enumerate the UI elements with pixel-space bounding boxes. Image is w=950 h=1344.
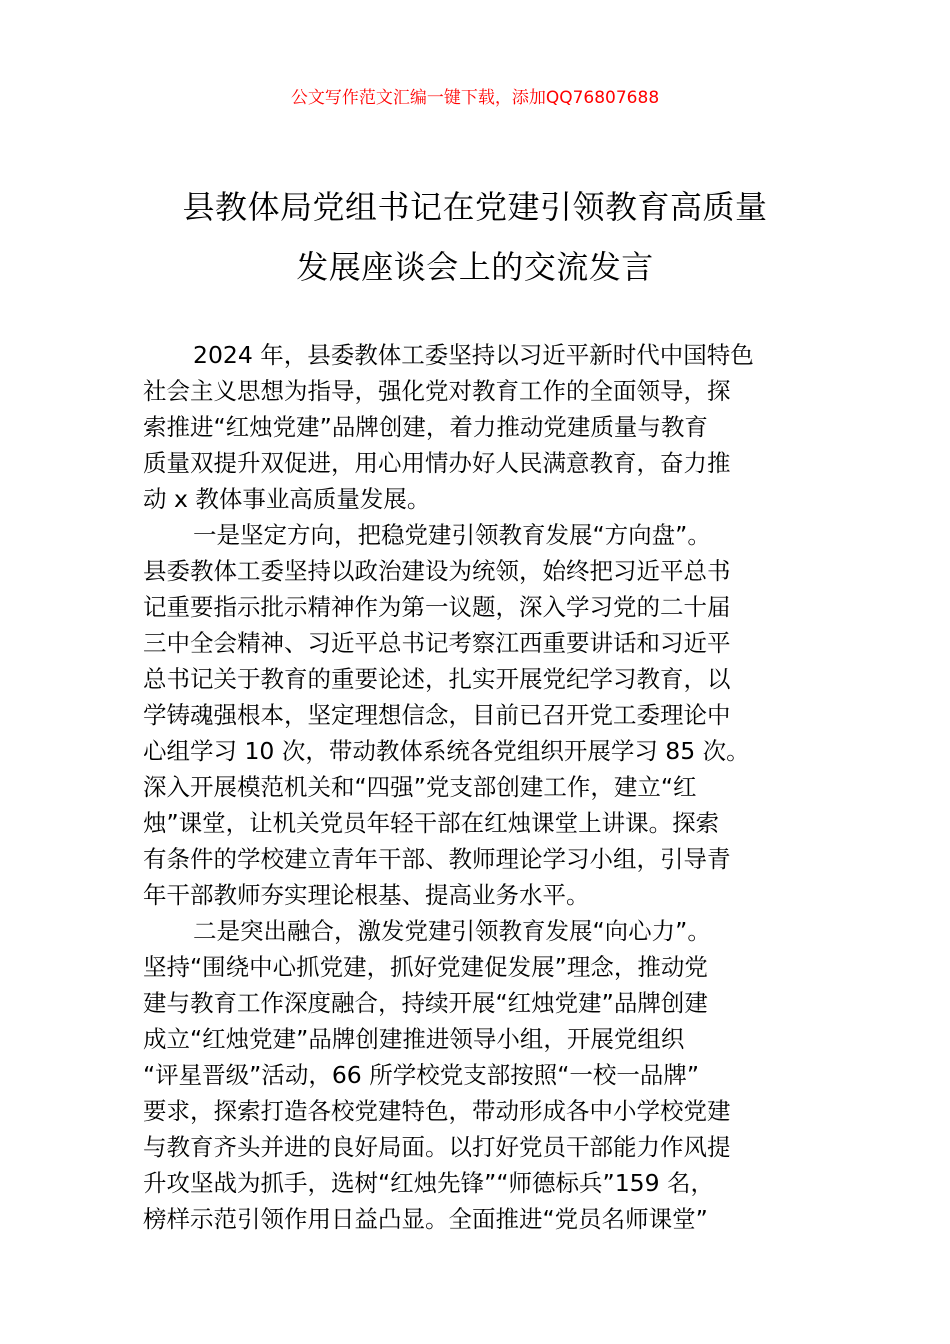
download-watermark: 公文写作范文汇编一键下载，添加QQ76807688: [290, 88, 660, 108]
paragraph-3-line: 升攻坚战为抓手，选树“红烛先锋”“师德标兵”159 名，: [143, 1169, 715, 1197]
paragraph-3-line: 与教育齐头并进的良好局面。以打好党员干部能力作风提: [143, 1133, 731, 1161]
title-line-2: 发展座谈会上的交流发言: [296, 248, 654, 286]
paragraph-2-line: 总书记关于教育的重要论述，扎实开展党纪学习教育，以: [143, 665, 731, 693]
paragraph-2-line: 烛”课堂，让机关党员年轻干部在红烛课堂上讲课。探索: [143, 809, 720, 837]
page-title: [100, 177, 850, 297]
paragraph-2-line: 县委教体工委坚持以政治建设为统领，始终把习近平总书: [143, 557, 731, 585]
paragraph-1-line: 2024 年，县委教体工委坚持以习近平新时代中国特色: [193, 341, 754, 369]
paragraph-2-line: 年干部教师夯实理论根基、提高业务水平。: [143, 881, 590, 909]
title-line-1: 县教体局党组书记在党建引领教育高质量: [182, 188, 768, 226]
paragraph-1-line: 质量双提升双促进，用心用情办好人民满意教育，奋力推: [143, 449, 731, 477]
paragraph-3-line: 成立“红烛党建”品牌创建推进领导小组，开展党组织: [143, 1025, 685, 1053]
paragraph-2-line: 学铸魂强根本，坚定理想信念，目前已召开党工委理论中: [143, 701, 731, 729]
paragraph-1-line: 索推进“红烛党建”品牌创建，着力推动党建质量与教育: [143, 413, 708, 441]
paragraph-1-line: 社会主义思想为指导，强化党对教育工作的全面领导，探: [143, 377, 731, 405]
paragraph-2-line: 记重要指示批示精神作为第一议题，深入学习党的二十届: [143, 593, 731, 621]
paragraph-3-line: 榜样示范引领作用日益凸显。全面推进“党员名师课堂”: [143, 1205, 708, 1233]
paragraph-2-line: 一是坚定方向，把稳党建引领教育发展“方向盘”。: [193, 521, 711, 549]
paragraph-2-line: 深入开展模范机关和“四强”党支部创建工作，建立“红: [143, 773, 697, 801]
paragraph-2-line: 有条件的学校建立青年干部、教师理论学习小组，引导青: [143, 845, 731, 873]
paragraph-2-line: 三中全会精神、习近平总书记考察江西重要讲话和习近平: [143, 629, 731, 657]
paragraph-3-line: “评星晋级”活动，66 所学校党支部按照“一校一品牌”: [143, 1061, 700, 1089]
document-body: [143, 337, 810, 1237]
paragraph-1-line: 动 x 教体事业高质量发展。: [143, 485, 431, 513]
paragraph-3-line: 建与教育工作深度融合，持续开展“红烛党建”品牌创建: [143, 989, 708, 1017]
paragraph-3-line: 要求，探索打造各校党建特色，带动形成各中小学校党建: [143, 1097, 731, 1125]
paragraph-3-line: 二是突出融合，激发党建引领教育发展“向心力”。: [193, 917, 711, 945]
paragraph-3-line: 坚持“围绕中心抓党建，抓好党建促发展”理念，推动党: [143, 953, 708, 981]
paragraph-2-line: 心组学习 10 次，带动教体系统各党组织开展学习 85 次。: [143, 737, 750, 765]
